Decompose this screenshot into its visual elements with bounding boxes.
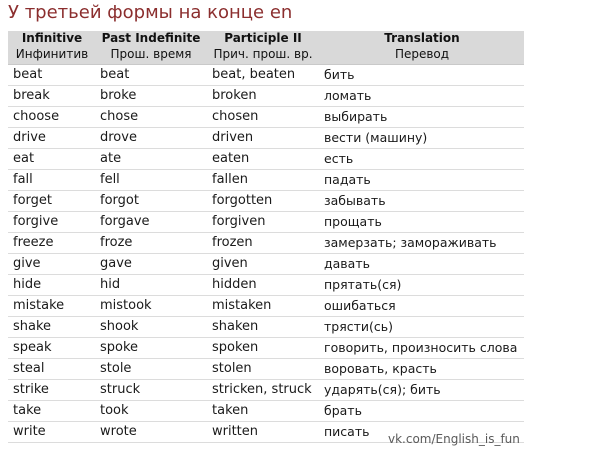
- cell-past: fell: [96, 170, 206, 191]
- table-row: [8, 317, 524, 338]
- cell-participle: hidden: [206, 275, 320, 296]
- cell-past: chose: [96, 107, 206, 128]
- cell-past: forgot: [96, 191, 206, 212]
- table-row: [8, 86, 524, 107]
- cell-past: spoke: [96, 338, 206, 359]
- cell-infinitive: take: [8, 401, 96, 422]
- cell-translation: прятать(ся): [320, 275, 524, 296]
- cell-participle: chosen: [206, 107, 320, 128]
- table-row: [8, 380, 524, 401]
- table-row: [8, 149, 524, 170]
- subheader-translation: Перевод: [320, 46, 524, 65]
- cell-translation: ударять(ся); бить: [320, 380, 524, 401]
- cell-participle: given: [206, 254, 320, 275]
- cell-past: hid: [96, 275, 206, 296]
- cell-translation: говорить, произносить слова: [320, 338, 524, 359]
- cell-infinitive: hide: [8, 275, 96, 296]
- cell-participle: frozen: [206, 233, 320, 254]
- header-participle: Participle II: [206, 31, 320, 46]
- cell-participle: eaten: [206, 149, 320, 170]
- cell-translation: вести (машину): [320, 128, 524, 149]
- cell-past: took: [96, 401, 206, 422]
- cell-past: struck: [96, 380, 206, 401]
- table-row: [8, 212, 524, 233]
- cell-infinitive: freeze: [8, 233, 96, 254]
- cell-past: beat: [96, 65, 206, 86]
- header-past-indefinite: Past Indefinite: [96, 31, 206, 46]
- cell-translation: забывать: [320, 191, 524, 212]
- cell-infinitive: break: [8, 86, 96, 107]
- table-row: [8, 401, 524, 422]
- cell-translation: замерзать; замораживать: [320, 233, 524, 254]
- table-row: [8, 296, 524, 317]
- cell-infinitive: mistake: [8, 296, 96, 317]
- cell-participle: taken: [206, 401, 320, 422]
- cell-translation: брать: [320, 401, 524, 422]
- cell-translation: падать: [320, 170, 524, 191]
- table-row: [8, 275, 524, 296]
- table-row: [8, 107, 524, 128]
- cell-translation: есть: [320, 149, 524, 170]
- cell-infinitive: speak: [8, 338, 96, 359]
- cell-translation: трясти(сь): [320, 317, 524, 338]
- table-row: [8, 170, 524, 191]
- table-row: [8, 338, 524, 359]
- cell-past: wrote: [96, 422, 206, 443]
- cell-translation: писать: [320, 422, 524, 443]
- subheader-infinitive: Инфинитив: [8, 46, 96, 65]
- irregular-verbs-table: [8, 31, 524, 443]
- cell-participle: stricken, struck: [206, 380, 320, 401]
- cell-translation: бить: [320, 65, 524, 86]
- table-row: [8, 233, 524, 254]
- subheader-past-indefinite: Прош. время: [96, 46, 206, 65]
- header-translation: Translation: [320, 31, 524, 46]
- cell-past: mistook: [96, 296, 206, 317]
- cell-infinitive: drive: [8, 128, 96, 149]
- cell-translation: ломать: [320, 86, 524, 107]
- cell-infinitive: give: [8, 254, 96, 275]
- table-row: [8, 65, 524, 86]
- cell-infinitive: beat: [8, 65, 96, 86]
- cell-participle: stolen: [206, 359, 320, 380]
- cell-past: drove: [96, 128, 206, 149]
- cell-participle: forgiven: [206, 212, 320, 233]
- cell-infinitive: shake: [8, 317, 96, 338]
- table-row: [8, 191, 524, 212]
- cell-participle: spoken: [206, 338, 320, 359]
- cell-translation: прощать: [320, 212, 524, 233]
- header-infinitive: Infinitive: [8, 31, 96, 46]
- cell-past: stole: [96, 359, 206, 380]
- cell-past: froze: [96, 233, 206, 254]
- subheader-participle: Прич. прош. вр.: [206, 46, 320, 65]
- table-row: [8, 254, 524, 275]
- cell-infinitive: forget: [8, 191, 96, 212]
- cell-infinitive: steal: [8, 359, 96, 380]
- cell-participle: driven: [206, 128, 320, 149]
- cell-participle: shaken: [206, 317, 320, 338]
- cell-infinitive: fall: [8, 170, 96, 191]
- cell-translation: давать: [320, 254, 524, 275]
- page-title: У третьей формы на конце en: [8, 2, 293, 23]
- cell-past: gave: [96, 254, 206, 275]
- cell-past: ate: [96, 149, 206, 170]
- cell-infinitive: forgive: [8, 212, 96, 233]
- cell-participle: fallen: [206, 170, 320, 191]
- watermark: vk.com/English_is_fun: [388, 432, 520, 446]
- cell-infinitive: write: [8, 422, 96, 443]
- table-header: [8, 31, 524, 65]
- table-row: [8, 128, 524, 149]
- cell-past: broke: [96, 86, 206, 107]
- cell-participle: broken: [206, 86, 320, 107]
- cell-translation: выбирать: [320, 107, 524, 128]
- cell-translation: ошибаться: [320, 296, 524, 317]
- table-row: [8, 359, 524, 380]
- cell-participle: written: [206, 422, 320, 443]
- table-body: [8, 65, 524, 443]
- cell-participle: forgotten: [206, 191, 320, 212]
- cell-past: shook: [96, 317, 206, 338]
- cell-participle: mistaken: [206, 296, 320, 317]
- cell-participle: beat, beaten: [206, 65, 320, 86]
- cell-infinitive: choose: [8, 107, 96, 128]
- cell-past: forgave: [96, 212, 206, 233]
- cell-infinitive: eat: [8, 149, 96, 170]
- cell-infinitive: strike: [8, 380, 96, 401]
- cell-translation: воровать, красть: [320, 359, 524, 380]
